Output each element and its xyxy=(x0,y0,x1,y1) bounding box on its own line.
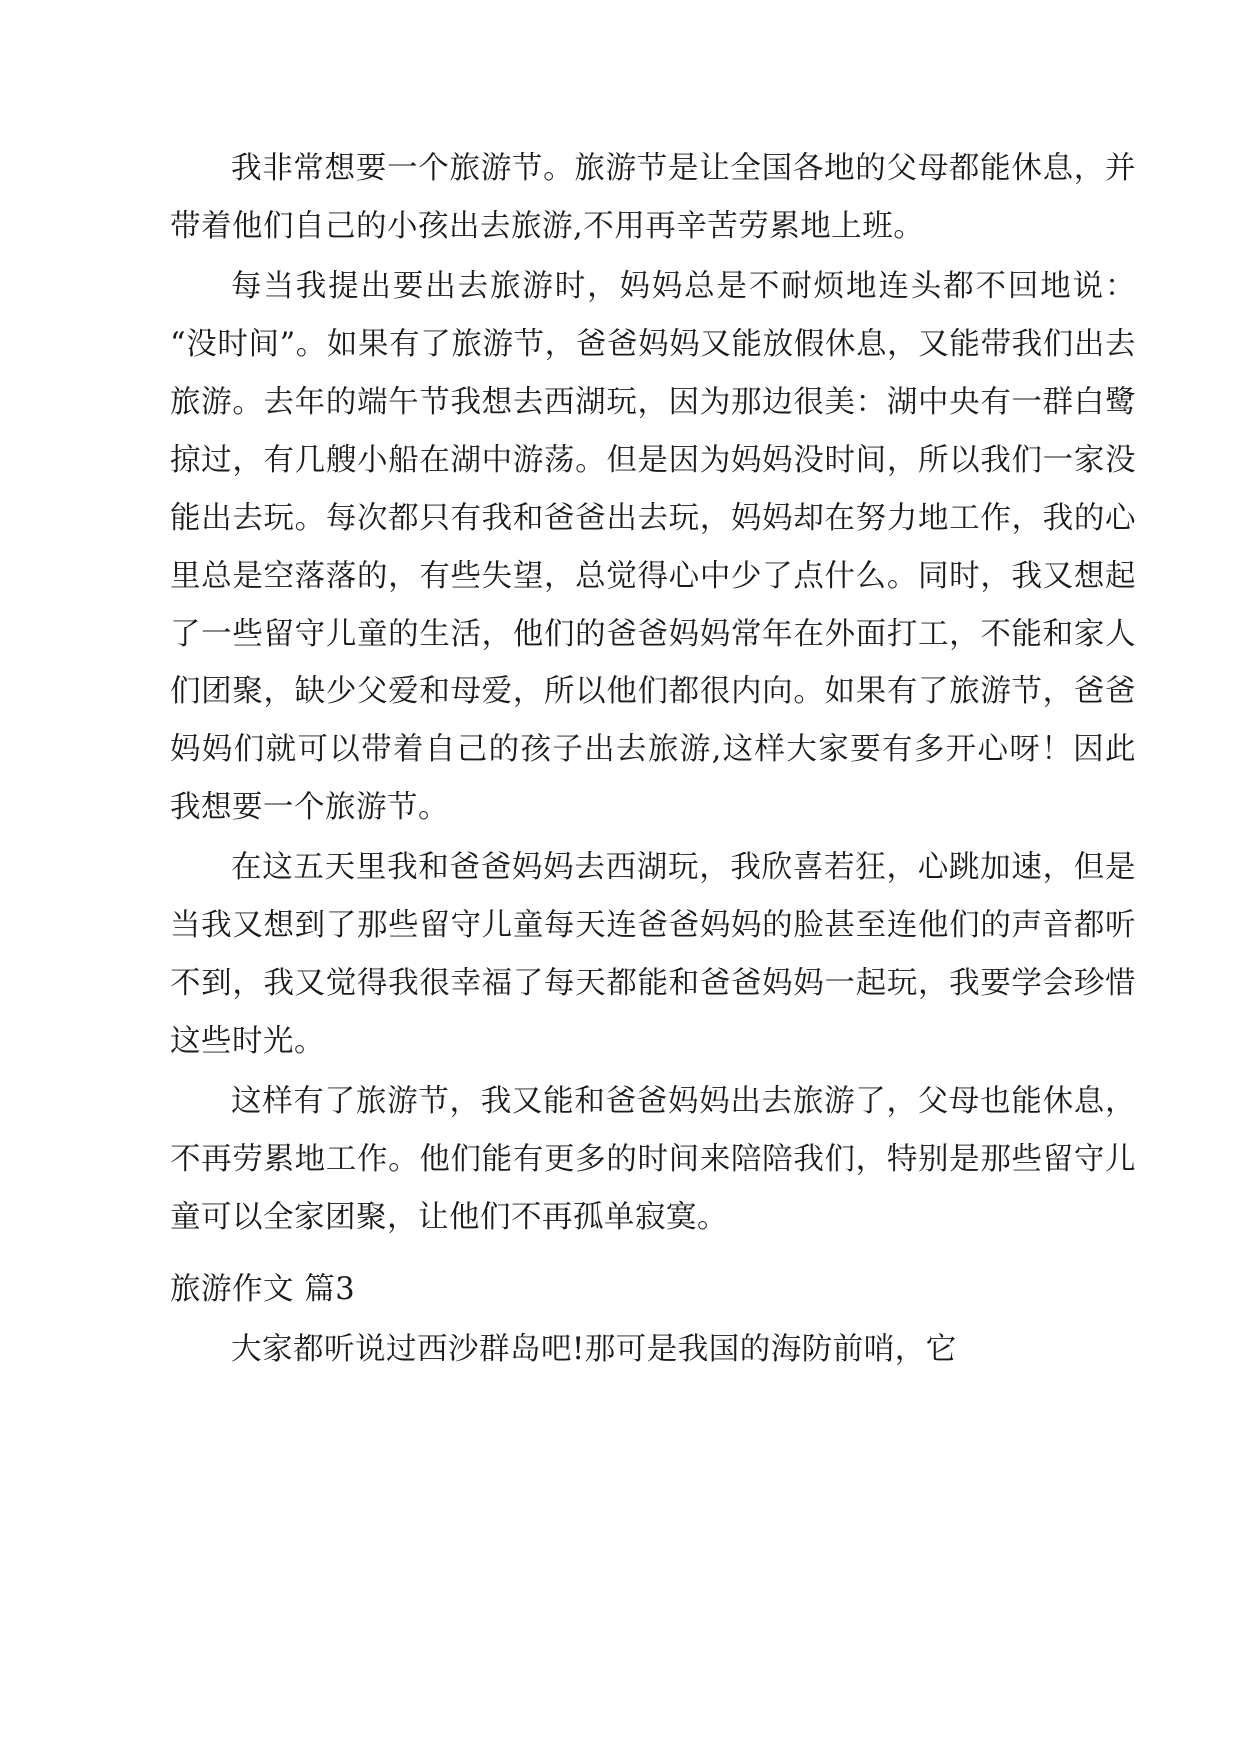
paragraph: 这样有了旅游节，我又能和爸爸妈妈出去旅游了，父母也能休息，不再劳累地工作。他们能有更多的时间来陪陪我们，特别是那些留守儿童可以全家团聚，让他们不再孤单寂寞。 xyxy=(170,1084,1136,1235)
paragraph: 大家都听说过西沙群岛吧!那可是我国的海防前哨，它 xyxy=(231,1331,957,1367)
paragraph: 在这五天里我和爸爸妈妈去西湖玩，我欣喜若狂，心跳加速，但是当我又想到了那些留守儿童每天连爸爸妈妈的脸甚至连他们的声音都听不到，我又觉得我很幸福了每天都能和爸爸妈妈一起玩，我要学会珍惜这些时光。 xyxy=(170,850,1136,1060)
section-heading: 旅游作文 篇3 xyxy=(170,1271,356,1307)
paragraph: 每当我提出要出去旅游时，妈妈总是不耐烦地连头都不回地说：“没时间”。如果有了旅游节，爸爸妈妈又能放假休息，又能带我们出去旅游。去年的端午节我想去西湖玩，因为那边很美：湖中央有一群白鹭掠过，有几艘小船在湖中游荡。但是因为妈妈没时间，所以我们一家没能出去玩。每次都只有我和爸爸出去玩，妈妈却在努力地工作，我的心里总是空落落的，有些失望，总觉得心中少了点什么。同时，我又想起了一些留守儿童的生活，他们的爸爸妈妈常年在外面打工，不能和家人们团聚，缺少父爱和母爱，所以他们都很内向。如果有了旅游节，爸爸妈妈们就可以带着自己的孩子出去旅游,这样大家要有多开心呀！因此我想要一个旅游节。 xyxy=(170,268,1136,826)
paragraph: 我非常想要一个旅游节。旅游节是让全国各地的父母都能休息，并带着他们自己的小孩出去旅游,不用再辛苦劳累地上班。 xyxy=(170,151,1136,244)
document-body xyxy=(170,140,1136,1379)
